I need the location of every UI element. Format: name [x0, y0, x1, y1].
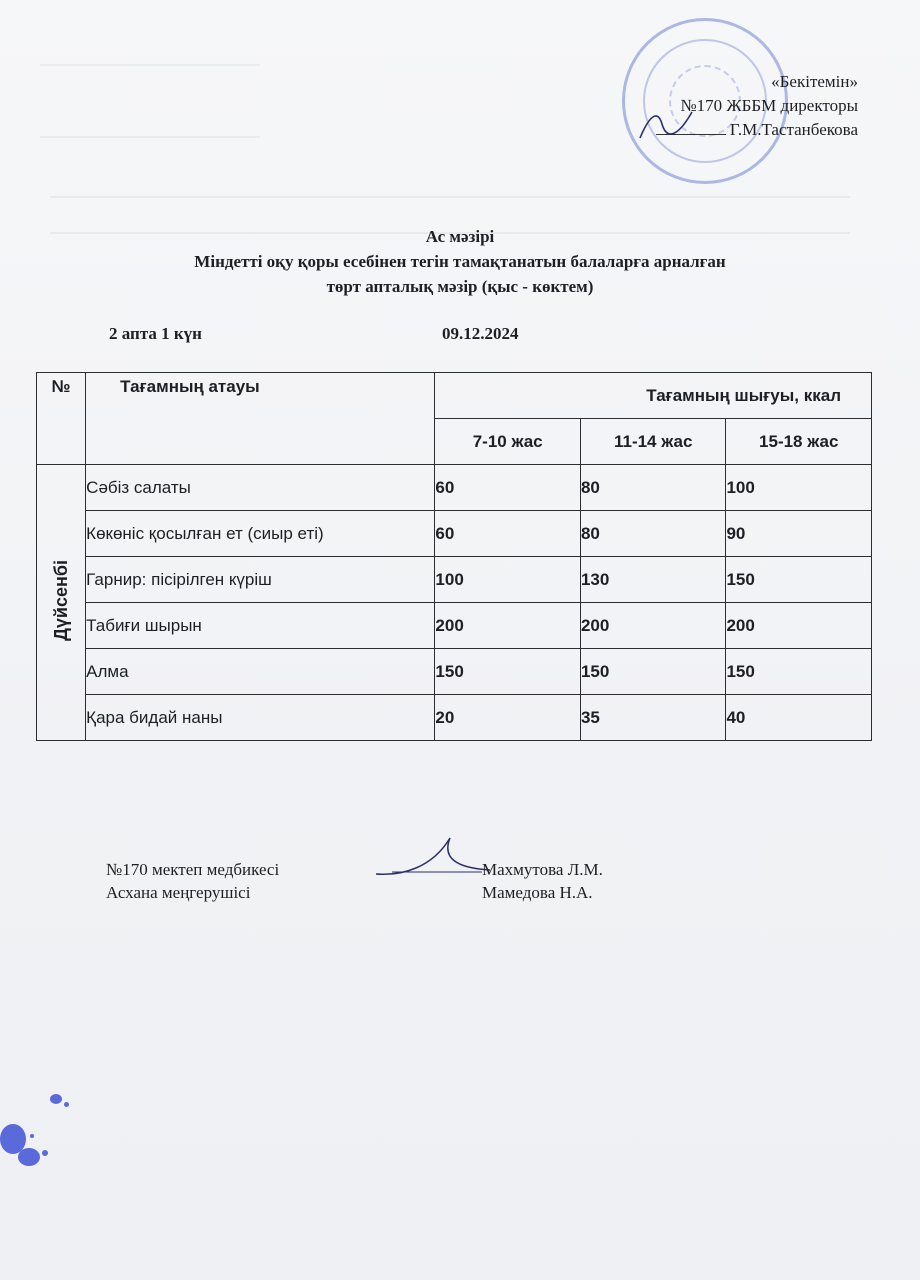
approval-position: №170 ЖББМ директоры	[680, 96, 858, 115]
age-group-header: 11-14 жас	[580, 419, 726, 465]
nurse-name: Махмутова Л.М.	[482, 860, 603, 879]
signatory-roles	[106, 858, 279, 904]
kcal-value: 150	[435, 649, 581, 695]
nurse-role: №170 мектеп медбикесі	[106, 860, 280, 879]
dish-name: Алма	[86, 649, 435, 695]
week-day-label: 2 апта 1 күн	[109, 324, 202, 343]
table-row	[37, 695, 872, 741]
kcal-value: 200	[580, 603, 726, 649]
day-label: Дүйсенбі	[50, 559, 71, 641]
table-row	[37, 649, 872, 695]
canteen-head-role: Асхана меңгерушісі	[106, 883, 251, 902]
kcal-value: 80	[580, 511, 726, 557]
canteen-head-name: Мамедова Н.А.	[482, 883, 593, 902]
kcal-value: 35	[580, 695, 726, 741]
ink-blot	[30, 1134, 34, 1138]
kcal-value: 150	[726, 649, 872, 695]
kcal-value: 150	[580, 649, 726, 695]
handwritten-signature	[372, 828, 492, 888]
director-name: Г.М.Тастанбекова	[729, 120, 858, 139]
menu-title: Ас мәзірі	[425, 227, 495, 246]
ink-blot	[42, 1150, 48, 1156]
kcal-value: 20	[435, 695, 581, 741]
age-group-header: 7-10 жас	[435, 419, 581, 465]
approval-title: «Бекітемін»	[771, 72, 858, 91]
kcal-value: 80	[580, 465, 726, 511]
table-row	[37, 465, 872, 511]
kcal-value: 100	[726, 465, 872, 511]
dish-name: Қара бидай наны	[86, 695, 435, 741]
table-header-row	[37, 373, 872, 419]
dish-name: Гарнир: пісірілген күріш	[86, 557, 435, 603]
col-output-header: Тағамның шығуы, ккал	[435, 373, 872, 419]
menu-subtitle: Міндетті оқу қоры есебінен тегін тамақтанатын балаларға арналған	[194, 252, 726, 271]
kcal-value: 200	[726, 603, 872, 649]
menu-table	[36, 372, 872, 741]
signatory-names	[482, 858, 603, 904]
kcal-value: 150	[726, 557, 872, 603]
kcal-value: 90	[726, 511, 872, 557]
kcal-value: 60	[435, 465, 581, 511]
director-signature	[636, 104, 696, 144]
col-number-header: №	[37, 373, 86, 465]
dish-name: Табиғи шырын	[86, 603, 435, 649]
table-row	[37, 511, 872, 557]
col-name-header: Тағамның атауы	[86, 373, 435, 465]
bleed-through-shadow	[40, 64, 260, 138]
kcal-value: 200	[435, 603, 581, 649]
day-cell	[37, 465, 86, 741]
ink-blot	[18, 1148, 40, 1166]
dish-name: Көкөніс қосылған ет (сиыр еті)	[86, 511, 435, 557]
menu-date: 09.12.2024	[442, 324, 519, 343]
age-group-header: 15-18 жас	[726, 419, 872, 465]
dish-name: Сәбіз салаты	[86, 465, 435, 511]
kcal-value: 130	[580, 557, 726, 603]
ink-blot	[50, 1094, 62, 1104]
table-row	[37, 603, 872, 649]
menu-period: төрт апталық мәзір (қыс - көктем)	[326, 277, 594, 296]
ink-blot	[64, 1102, 69, 1107]
kcal-value: 100	[435, 557, 581, 603]
kcal-value: 60	[435, 511, 581, 557]
kcal-value: 40	[726, 695, 872, 741]
table-row	[37, 557, 872, 603]
